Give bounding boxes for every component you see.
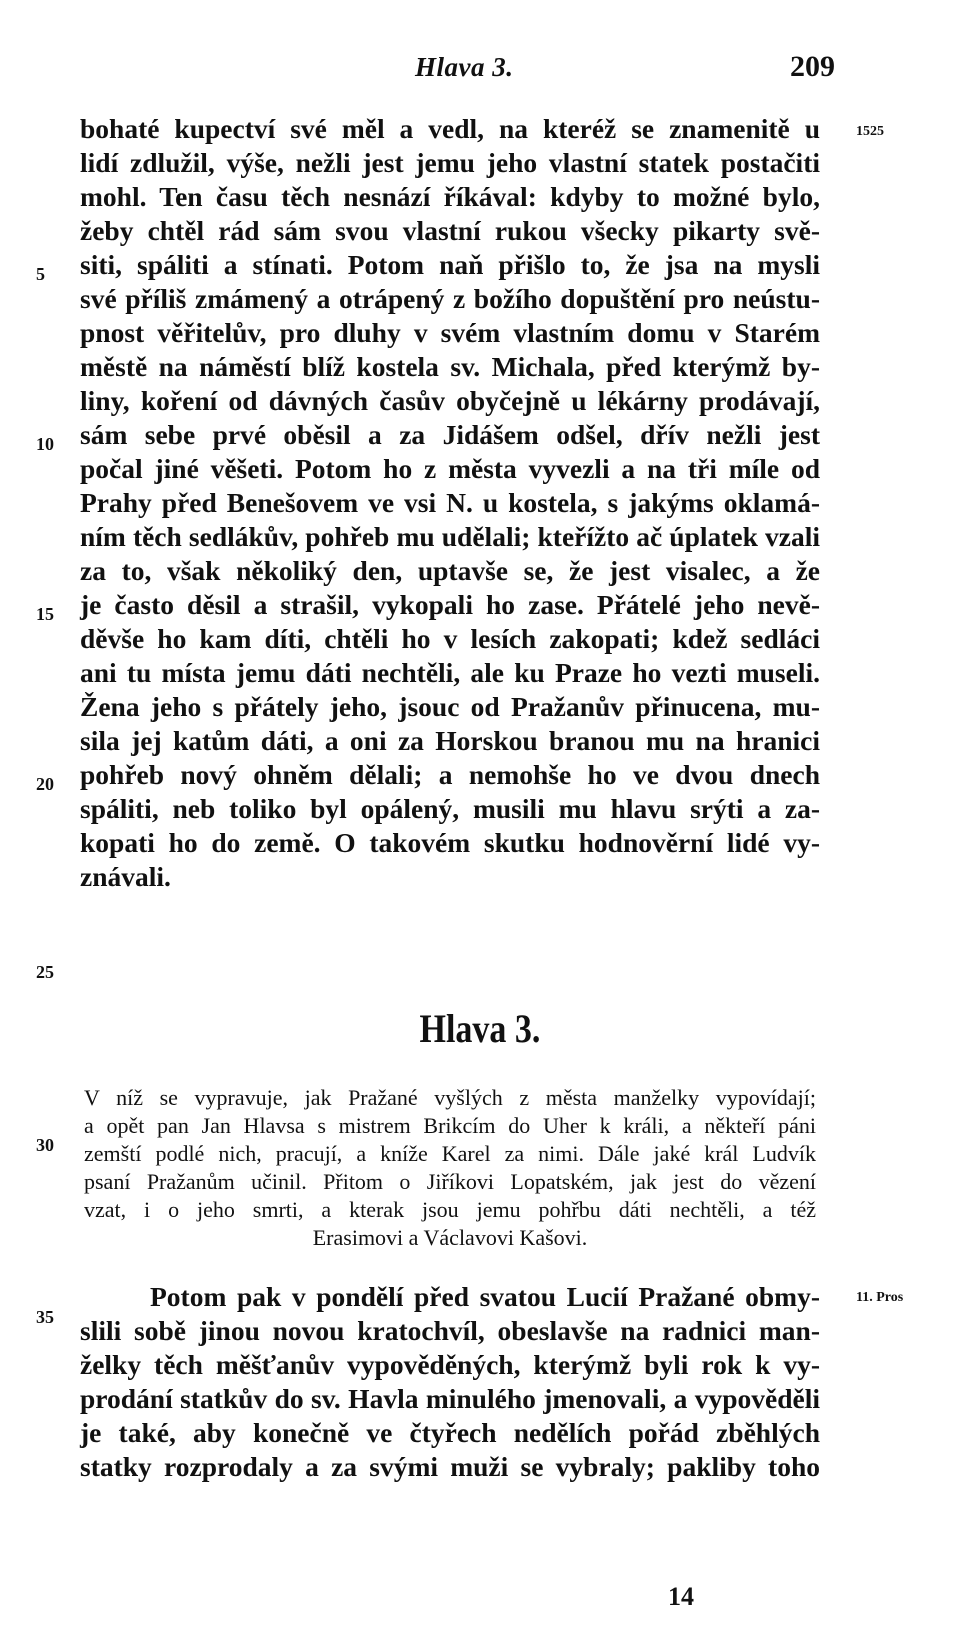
text-line: žeby chtěl rád sám svou vlastní rukou všecky pikarty svě- [80,215,820,246]
text-line: městě na náměstí blíž kostela sv. Michala, před kterýmž by- [80,351,820,382]
text-line: sám sebe prvé oběsil a za Jidášem odšel, dřív nežli jest [80,419,820,450]
summary-line: V níž se vypravuje, jak Pražané vyšlých z města manželky vypovídají; [84,1085,816,1110]
text-line: Žena jeho s přátely jeho, jsouc od Pražanův přinucena, mu- [80,691,820,722]
summary-line: zemští podlé nich, pracují, a kníže Karel za nimi. Dále jaké král Ludvík [84,1141,816,1166]
text-line: pohřeb nový ohněm dělali; a nemohše ho ve dvou dnech [80,759,820,790]
summary-line: vzat, i o jeho smrti, a kterak jsou jemu pohřbu dáti nechtěli, a též [84,1197,816,1222]
text-line: počal jiné věšeti. Potom ho z města vyvezli a na tři míle od [80,453,820,484]
text-line: bohaté kupectví své měl a vedl, na kteréž se znamenitě u [80,113,820,144]
text-line: kopati ho do země. O takovém skutku hodnověrní lidé vy- [80,827,820,858]
summary-line: Erasimovi a Václavovi Kašovi. [312,1225,588,1250]
running-head: Hlava 3. [415,52,514,82]
text-line: Potom pak v pondělí před svatou Lucií Pražané obmy- [150,1281,820,1312]
summary-line: a opět pan Jan Hlavsa s mistrem Brikcím do Uher k králi, a někteří páni [84,1113,816,1138]
chapter-title: Hlava 3. [419,1006,541,1051]
text-line: liny, koření od dávných časův obyčejně u lékárny prodávají, [80,385,820,416]
text-line: je často děsil a strašil, vykopali ho zase. Přátelé jeho nevě- [80,589,820,620]
line-number: 35 [36,1307,54,1327]
signature-mark: 14 [668,1582,694,1611]
line-number: 20 [36,774,54,794]
text-line: slili sobě jinou novou kratochvíl, obeslavše na radnici man- [80,1315,820,1346]
line-number: 5 [36,264,45,284]
margin-date-note: 11. Pros [856,1290,904,1305]
text-line: děvše ho kam díti, chtěli ho v lesích zakopati; kdež sedláci [80,623,820,654]
text-line: ani tu místa jemu dáti nechtěli, ale ku Praze ho vezti museli. [80,657,820,688]
text-line: sila jej katům dáti, a oni za Horskou branou mu na hranici [80,725,820,756]
text-line: své příliš zmámený a otrápený z božího dopuštění pro neústu- [80,283,820,314]
text-line: prodání statkův do sv. Havla minulého jmenovali, a vypověděli [80,1383,820,1414]
line-number: 10 [36,434,54,454]
margin-year-note: 1525 [856,124,884,139]
page-number: 209 [790,50,835,83]
text-line: znávali. [80,861,171,892]
text-line: pnost věřitelův, pro dluhy v svém vlastním domu v Starém [80,317,820,348]
text-line: lidí zdlužil, výše, nežli jest jemu jeho vlastní statek postačiti [80,147,820,178]
text-line: siti, spáliti a stínati. Potom naň přišlo to, že jsa na mysli [80,249,820,280]
line-number: 30 [36,1135,54,1155]
text-line: Prahy před Benešovem ve vsi N. u kostela, s jakýms oklamá- [80,487,820,518]
text-line: statky rozprodaly a za svými muži se vybraly; pakliby toho [80,1451,820,1482]
text-line: spáliti, neb toliko byl opálený, musili mu hlavu srýti a za- [80,793,820,824]
text-line: je také, aby konečně ve čtyřech nedělích pořád zběhlých [80,1417,820,1448]
line-number: 15 [36,604,54,624]
text-line: mohl. Ten času těch nesnází říkával: kdyby to možné bylo, [80,181,820,212]
text-line: za to, však několiký den, uptavše se, že jest visalec, a že [80,555,820,586]
text-line: ním těch sedlákův, pohřeb mu udělali; kteřížto ač úplatek vzali [80,521,820,552]
summary-line: psaní Pražanům učinil. Přitom o Jiříkovi Lopatském, jak jest do vězení [84,1169,816,1194]
text-line: želky těch měšťanův vypověděných, kterýmž byli rok k vy- [80,1349,820,1380]
line-number: 25 [36,962,54,982]
